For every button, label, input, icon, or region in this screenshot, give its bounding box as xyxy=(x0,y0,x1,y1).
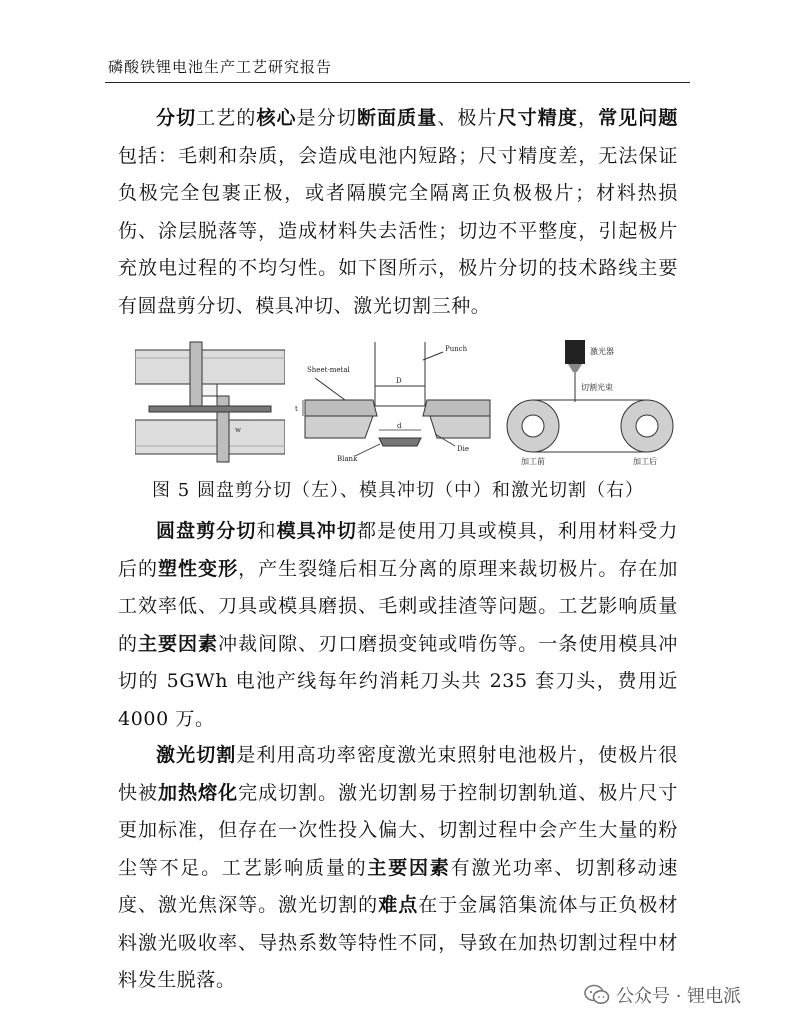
bold-term: 主要因素 xyxy=(138,632,219,655)
bold-term: 常见问题 xyxy=(598,107,678,129)
bold-term: 尺寸精度 xyxy=(497,107,578,129)
text-run: 在于金属箔集流体与正负极材料激光吸收率、导热系数等特性不同，导致在加热切割过程中材料发生脱落。 xyxy=(118,894,678,991)
dimension-t-label: t xyxy=(295,405,298,413)
bold-term: 分切 xyxy=(156,107,197,129)
text-run: 、极片 xyxy=(437,107,498,129)
text-run: 和 xyxy=(256,520,277,542)
paragraph-laser-cutting xyxy=(118,737,678,1000)
after-label: 加工后 xyxy=(633,457,657,466)
bold-term: 难点 xyxy=(378,894,419,916)
bold-term: 塑性变形 xyxy=(158,557,239,580)
dimension-D-label: D xyxy=(396,377,402,385)
figure-caption: 图 5 圆盘剪分切（左）、模具冲切（中）和激光切割（右） xyxy=(152,480,644,501)
wechat-icon xyxy=(584,984,610,1006)
paragraph-mechanical-cutting xyxy=(118,513,678,738)
sheet-metal-label: Sheet-metal xyxy=(307,366,350,374)
paragraph-slitting-overview xyxy=(118,100,678,325)
punch-label: Punch xyxy=(445,345,468,353)
disc-shear-diagram xyxy=(135,338,285,463)
bold-term: 断面质量 xyxy=(356,107,438,129)
text-run: 都是使用刀具或模具，利用材料受力后的 xyxy=(118,520,679,580)
laser-head-icon xyxy=(565,340,585,364)
die-punch-diagram xyxy=(295,338,495,463)
bold-term: 主要因素 xyxy=(367,856,451,879)
laser-label: 激光器 xyxy=(590,347,614,356)
bold-term: 圆盘剪分切 xyxy=(156,520,257,542)
bold-term: 加热熔化 xyxy=(158,781,239,804)
text-run: 有激光功率、切割移动速度、激光焦深等。激光切割的 xyxy=(118,856,679,916)
text-run: 是利用高功率密度激光束照射电池极片，使极片很快被 xyxy=(118,744,678,804)
die-label: Die xyxy=(457,445,469,453)
text-run: 包括：毛刺和杂质，会造成电池内短路；尺寸精度差，无法保证负极完全包裹正极，或者隔膜完全隔离正负极极片；材料热损伤、涂层脱落等，造成材料失去活性；切边不平整度，引起极片充放电过程的不均匀性。如下图所示，极片分切的技术路线主要有圆盘剪分切、模具冲切、激光切割三种。 xyxy=(118,144,678,317)
text-run: 完成切割。激光切割易于控制切割轨道、极片尺寸更加标准，但存在一次性投入偏大、切割过程中会产生大量的粉尘等不足。工艺影响质量的 xyxy=(118,781,678,879)
header-rule xyxy=(105,82,690,83)
watermark xyxy=(584,980,741,1010)
laser-cutting-diagram xyxy=(503,338,683,468)
blank-label: Blank xyxy=(337,455,358,463)
beam-label: 切割光束 xyxy=(581,383,613,392)
bold-term: 核心 xyxy=(256,107,297,129)
dimension-d-label: d xyxy=(397,422,402,430)
watermark-text: 公众号 · 锂电派 xyxy=(616,986,742,1007)
clearance-label: w xyxy=(235,426,241,434)
text-run: ， xyxy=(577,107,599,129)
text-run: 是分切 xyxy=(296,107,357,129)
running-header: 磷酸铁锂电池生产工艺研究报告 xyxy=(108,58,333,76)
text-run: 冲裁间隙、刃口磨损变钝或啃伤等。一条使用模具冲切的 5GWh 电池产线每年约消耗刀头共 235 套刀头，费用近 4000 万。 xyxy=(118,632,678,730)
figure-5 xyxy=(135,338,680,470)
bold-term: 激光切割 xyxy=(156,744,237,766)
before-label: 加工前 xyxy=(521,457,545,466)
text-run: ，产生裂缝后相互分离的原理来裁切极片。存在加工效率低、刀具或模具磨损、毛刺或挂渣等问题。工艺影响质量的 xyxy=(118,557,678,655)
text-run: 工艺的 xyxy=(196,107,257,129)
bold-term: 模具冲切 xyxy=(276,520,357,542)
